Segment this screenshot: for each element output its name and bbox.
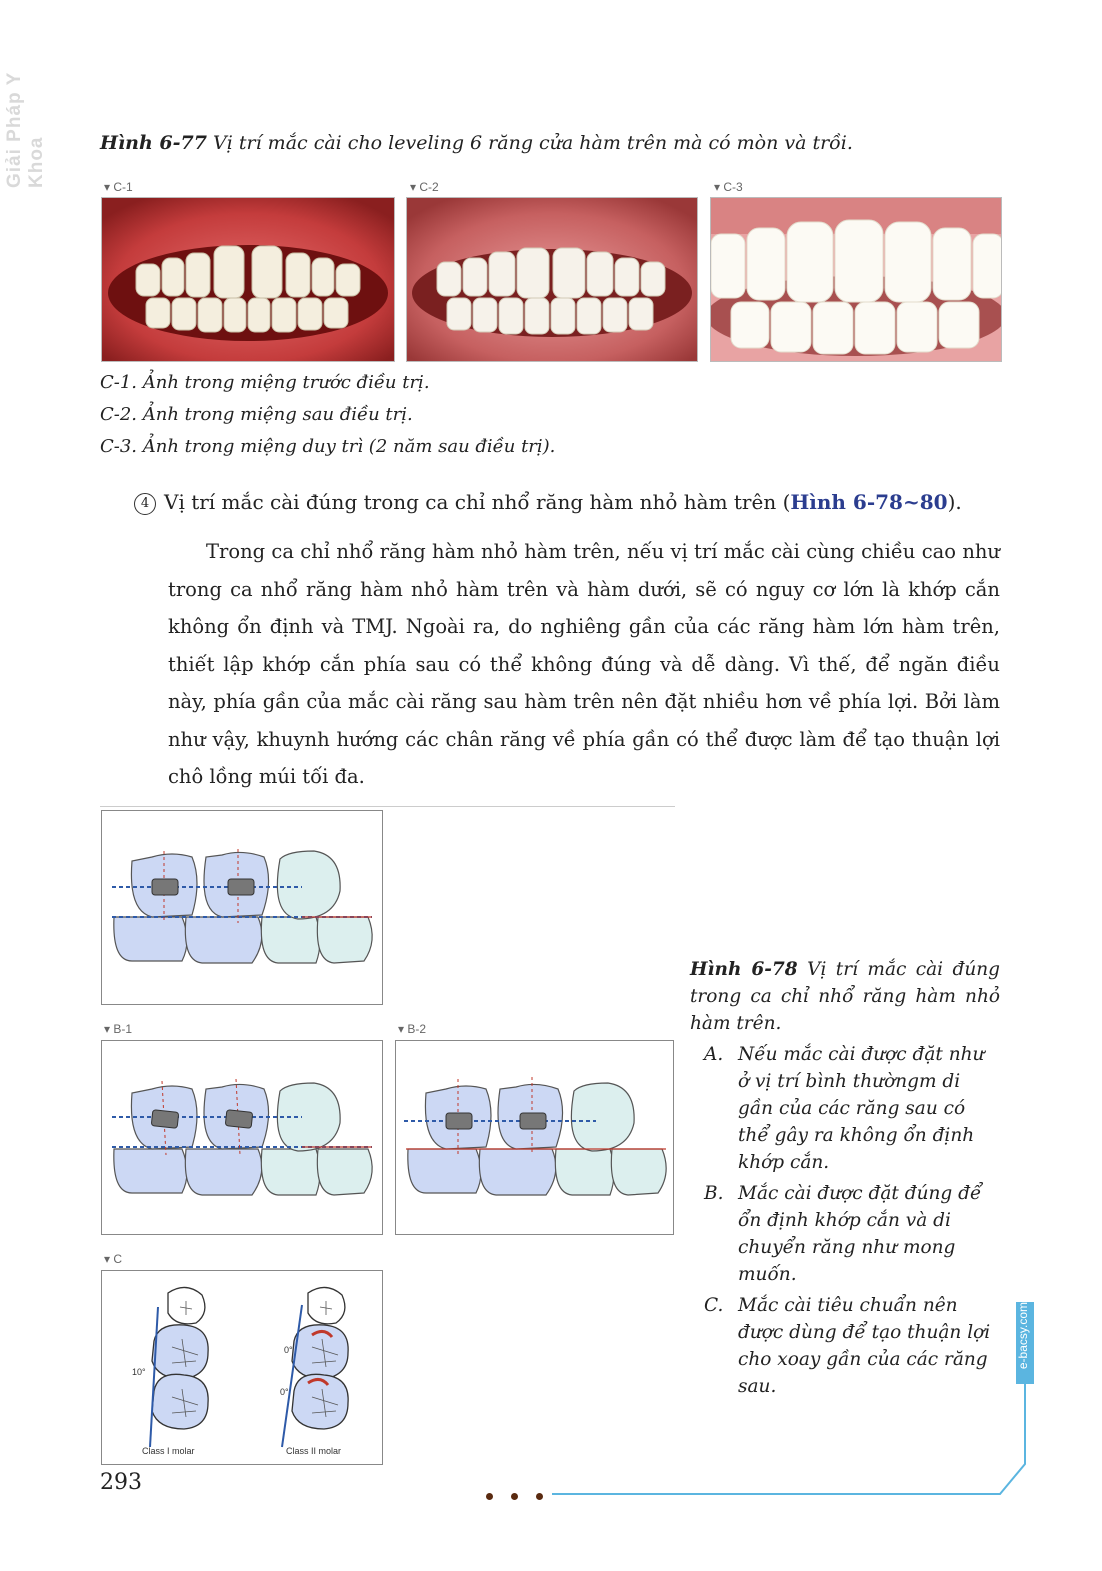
angle-label-0-upper: 0° xyxy=(284,1345,293,1355)
figure-78-panel-b2 xyxy=(395,1040,674,1235)
point-4-text: Vị trí mắc cài đúng trong ca chỉ nhổ răng hàm nhỏ hàm trên ( xyxy=(164,490,791,514)
caption-c3: C-3. Ảnh trong miệng duy trì (2 năm sau điều trị). xyxy=(100,436,556,457)
divider xyxy=(100,806,675,807)
figure-78-title: Vị trí mắc cài đúng trong ca chỉ nhổ răng hàm nhỏ hàm trên. xyxy=(690,959,1000,1034)
figure-78-panel-c xyxy=(101,1270,383,1465)
footer-dot xyxy=(536,1493,543,1500)
body-paragraph: Trong ca chỉ nhổ răng hàm nhỏ hàm trên, nếu vị trí mắc cài cùng chiều cao như trong ca nhổ răng hàm nhỏ hàm trên và hàm dưới, sẽ có nguy cơ lớn là khớp cắn không ổn định và TMJ. Ngoài ra, do nghiêng gần của các răng hàm lớn hàm trên, thiết lập khớp cắn phía sau có thể không đúng và dễ dàng. Vì thế, để ngăn điều này, phía gần của mắc cài răng sau hàm trên nên đặt nhiều hơn về phía lợi. Bởi làm như vậy, khuynh hướng các chân răng về phía gần có thể được làm để tạo thuận lợi chô lồng múi tối đa. xyxy=(168,540,1000,788)
footer-bracket-line xyxy=(540,1296,1040,1506)
footer-brand-tab: e-bacsy.com xyxy=(1016,1302,1030,1370)
figure-77-title xyxy=(100,132,853,154)
class-1-molar-label: Class I molar xyxy=(142,1446,195,1456)
angle-label-0-lower: 0° xyxy=(280,1387,289,1397)
figure-77-number: Hình 6-77 xyxy=(100,132,207,154)
page-number: 293 xyxy=(100,1470,142,1495)
photo-c2-label: ▾ C-2 xyxy=(410,180,439,194)
photo-c3-label: ▾ C-3 xyxy=(714,180,743,194)
figure-78-number: Hình 6-78 xyxy=(690,959,798,980)
photo-c1-before xyxy=(101,197,395,362)
figure-78-panel-a xyxy=(101,810,383,1005)
panel-c-label: ▾ C xyxy=(104,1252,123,1266)
footer-dot xyxy=(486,1493,493,1500)
caption-c1: C-1. Ảnh trong miệng trước điều trị. xyxy=(100,372,430,393)
photo-c1-label: ▾ C-1 xyxy=(104,180,133,194)
caption-item-b: B. Mắc cài được đặt đúng để ổn định khớp cắn và di chuyển răng như mong muốn. xyxy=(704,1183,982,1285)
angle-label-10: 10° xyxy=(132,1367,146,1377)
panel-b1-label: ▾ B-1 xyxy=(104,1022,133,1036)
photo-c3-retention xyxy=(710,197,1002,362)
figure-78-panel-b1 xyxy=(101,1040,383,1235)
photo-c2-after xyxy=(406,197,698,362)
footer-dot xyxy=(511,1493,518,1500)
point-4-heading: 4 Vị trí mắc cài đúng trong ca chỉ nhổ răng hàm nhỏ hàm trên (Hình 6-78~80). xyxy=(134,490,962,515)
panel-b2-label: ▾ B-2 xyxy=(398,1022,427,1036)
caption-item-a: A. Nếu mắc cài được đặt như ở vị trí bình thườngm di gần của các răng sau có thể gây ra không ổn định khớp cắn. xyxy=(704,1044,985,1173)
figure-reference-link[interactable]: Hình 6-78~80 xyxy=(790,490,948,514)
figure-77-text: Vị trí mắc cài cho leveling 6 răng cửa hàm trên mà có mòn và trồi. xyxy=(213,132,853,154)
point-number-circle: 4 xyxy=(134,493,156,515)
caption-item-c: C. Mắc cài tiêu chuẩn nên được dùng để tạo thuận lợi cho xoay gần của các răng sau. xyxy=(704,1295,991,1397)
side-watermark: Giải Pháp Y Khoa xyxy=(4,72,47,188)
caption-c2: C-2. Ảnh trong miệng sau điều trị. xyxy=(100,404,413,425)
class-2-molar-label: Class II molar xyxy=(286,1446,342,1456)
